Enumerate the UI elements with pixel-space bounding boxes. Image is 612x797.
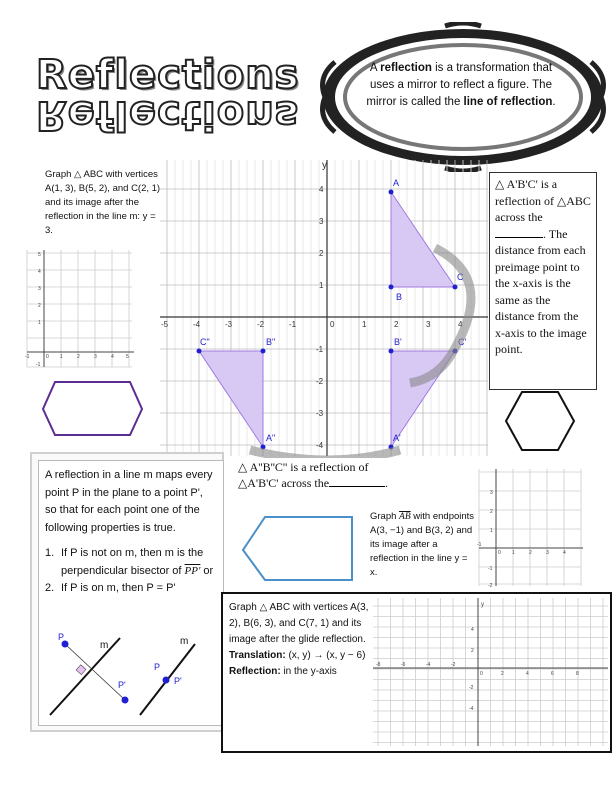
x-tick-label: 4 — [458, 320, 463, 329]
g2y-tick: -1 — [488, 566, 493, 572]
g1y-tick: 3 — [38, 286, 41, 292]
second-reflection-note: △ A''B''C'' is a reflection of △A'B'C' across the . — [238, 460, 389, 490]
g1y-tick: -1 — [36, 362, 41, 368]
reflection-definition: A reflection is a transformation that uses a mirror to reflect a figure. The mirror is called the line of reflection. — [366, 62, 556, 108]
label-c1: C' — [458, 337, 467, 347]
g1y-tick: 1 — [38, 320, 41, 326]
g3x-tick: 0 — [480, 671, 483, 677]
definition-diagram — [40, 630, 210, 722]
label-a2: A" — [266, 433, 276, 443]
glide-reflection-box — [221, 592, 612, 753]
x-tick-label: -4 — [193, 320, 201, 329]
x-tick-label: 1 — [362, 320, 367, 329]
g2y-tick: -2 — [488, 583, 493, 588]
label-a: A — [393, 178, 400, 188]
task1-text: Graph △ ABC with vertices A(1, 3), B(5, 2), and C(2, 1) and its image after the reflection in the line m: y = 3. — [45, 169, 161, 236]
point-a1 — [389, 349, 394, 354]
label-b1: B' — [394, 337, 402, 347]
label-c: C — [457, 272, 464, 282]
g3x-tick: 4 — [526, 671, 529, 677]
purple-hexagon — [40, 380, 145, 438]
x-tick-label: 2 — [394, 320, 399, 329]
property-2: 2. If P is on m, then P = P' — [45, 582, 176, 594]
g1x-tick: 5 — [126, 354, 129, 360]
g3x-tick: 8 — [576, 671, 579, 677]
arrow-2 — [250, 450, 400, 458]
g1y-tick: 5 — [38, 252, 41, 258]
g1x-tick: 0 — [46, 354, 49, 360]
label-c2: C" — [200, 337, 210, 347]
task3-text: Graph △ ABC with vertices A(3, 2), B(6, 3), and C(7, 1) and its image after the glide reflection. Translation: (x, y) → (x, y − 6) Reflection: in the y-axis — [229, 602, 369, 677]
page-title-mirror: Reflections — [36, 92, 300, 138]
g1x-tick: 1 — [60, 354, 63, 360]
label-p-prime: P' — [118, 680, 126, 690]
g1x-tick: -1 — [25, 354, 30, 360]
point-c — [453, 285, 458, 290]
page-title: Reflections — [36, 52, 300, 98]
task2-text: Graph $\overline{AB}$ with endpoints A(3, −1) and B(3, 2) and its image after a reflection in the line y = x. — [370, 511, 475, 578]
g3y-tick: -2 — [469, 685, 474, 691]
label-p: P — [58, 632, 65, 642]
label-m: m — [100, 640, 109, 651]
g2y-tick: 2 — [490, 509, 493, 515]
g3y-tick: -4 — [469, 706, 474, 712]
label-p2: P — [154, 662, 161, 672]
g2y-tick: 1 — [490, 528, 493, 534]
y-tick-label: 1 — [319, 281, 324, 290]
x-tick-label: 3 — [426, 320, 431, 329]
g2x-tick: 2 — [529, 550, 532, 556]
blue-pentagon — [240, 514, 355, 584]
g3x-tick: -2 — [451, 662, 456, 668]
label-m2: m — [180, 636, 189, 647]
definition-intro: A reflection in a line m maps every point P in the plane to a point P', so that for each point one of the following properties is true. — [45, 469, 213, 534]
g3x-tick: -4 — [426, 662, 431, 668]
y-tick-label: -2 — [316, 377, 324, 386]
small-grid-2 — [476, 466, 586, 588]
label-a1: A' — [393, 433, 401, 443]
x-tick-label: -2 — [257, 320, 265, 329]
label-b2: B" — [266, 337, 276, 347]
y-tick-label: -3 — [316, 409, 324, 418]
g1x-tick: 2 — [77, 354, 80, 360]
g3x-tick: 6 — [551, 671, 554, 677]
point-b — [389, 285, 394, 290]
y-tick-label: -1 — [316, 345, 324, 354]
y-tick-label: 3 — [319, 217, 324, 226]
g3x-tick: 2 — [501, 671, 504, 677]
small-grid-1 — [22, 245, 137, 370]
g1y-tick: 4 — [38, 269, 41, 275]
point-a — [389, 190, 394, 195]
g1x-tick: 3 — [94, 354, 97, 360]
g3x-tick: -6 — [401, 662, 406, 668]
small-grid-3 — [373, 596, 608, 748]
reflection-note-box: △ A'B'C' is a reflection of △ABC across the . The distance from each preimage point to the x-axis is the same as the distance from the x-axis to the image point. — [489, 172, 597, 390]
g2x-tick: 4 — [563, 550, 566, 556]
g2x-tick: 1 — [512, 550, 515, 556]
y-tick-label: 2 — [319, 249, 324, 258]
g2x-tick: 0 — [498, 550, 501, 556]
x-tick-label: 0 — [330, 320, 335, 329]
label-p2-prime: P' — [174, 676, 182, 686]
g3-ylabel: y — [481, 602, 484, 608]
x-tick-label: -5 — [161, 320, 169, 329]
y-tick-label: -4 — [316, 441, 324, 450]
point-b2 — [261, 349, 266, 354]
g1x-tick: 4 — [111, 354, 114, 360]
g3y-tick: 2 — [471, 648, 474, 654]
main-graph — [160, 158, 490, 458]
y-tick-label: 4 — [319, 185, 324, 194]
g2x-tick: 3 — [546, 550, 549, 556]
g1y-tick: 2 — [38, 303, 41, 309]
g2y-tick: 3 — [490, 490, 493, 496]
x-tick-label: -1 — [289, 320, 297, 329]
y-axis-label: y — [322, 160, 327, 171]
g3x-tick: -8 — [376, 662, 381, 668]
g2x-tick: -1 — [477, 542, 482, 548]
g3y-tick: 4 — [471, 627, 474, 633]
label-b: B — [396, 292, 403, 302]
black-hexagon — [504, 390, 576, 452]
x-tick-label: -3 — [225, 320, 233, 329]
property-1: 1. If P is not on m, then m is the perpendicular bisector of PP' or — [45, 547, 214, 577]
point-c2 — [197, 349, 202, 354]
